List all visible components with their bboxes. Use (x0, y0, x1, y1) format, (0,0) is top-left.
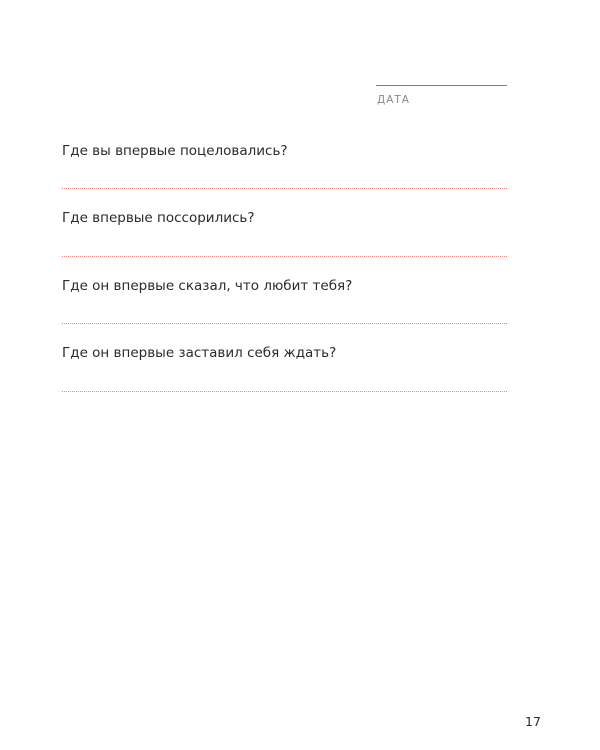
question-2: Где впервые поссорились? (62, 210, 255, 226)
date-label: ДАТА (377, 94, 410, 106)
question-1: Где вы впервые поцеловались? (62, 143, 288, 159)
answer-line-4[interactable] (62, 391, 507, 392)
answer-line-2[interactable] (62, 256, 507, 257)
question-4: Где он впервые заставил себя ждать? (62, 345, 337, 361)
page-number: 17 (525, 714, 541, 729)
answer-line-1[interactable] (62, 188, 507, 189)
question-3: Где он впервые сказал, что любит тебя? (62, 278, 353, 294)
date-field-line[interactable] (376, 85, 507, 86)
answer-line-3[interactable] (62, 323, 507, 324)
